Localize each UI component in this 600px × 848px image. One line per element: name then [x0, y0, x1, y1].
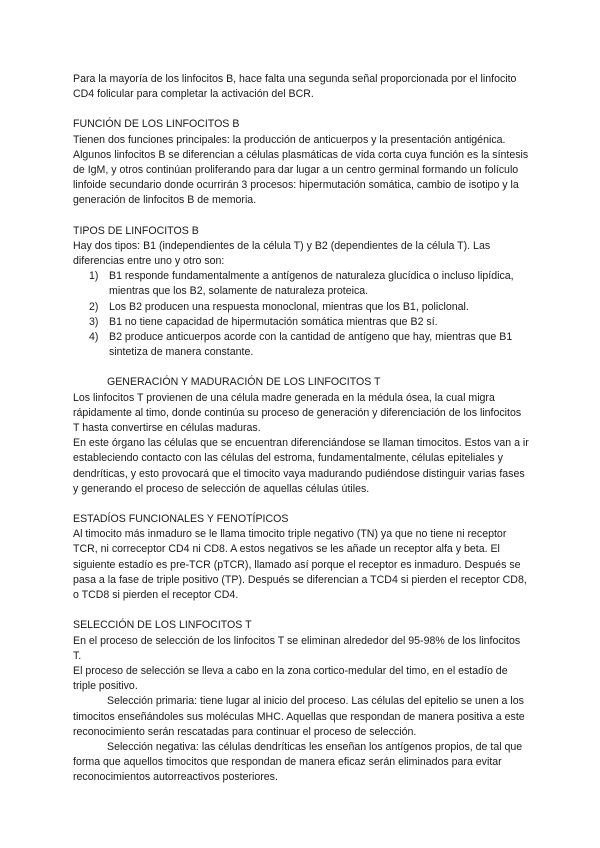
list-item-number: 3) [89, 315, 99, 328]
spacer [73, 209, 529, 224]
list-item [73, 269, 529, 299]
spacer [73, 497, 529, 512]
list-item-number: 2) [89, 300, 99, 313]
list-item-text: B1 no tiene capacidad de hipermutación somática mientras que B2 sí. [109, 315, 438, 328]
seleccion-paragraph-1: En el proceso de selección de los linfocitos T se eliminan alrededor del 95-98% de los linfocitos T. [73, 634, 521, 662]
funcion-paragraph: Tienen dos funciones principales: la producción de anticuerpos y la presentación antigénica. Algunos linfocitos B se diferencian a células plasmáticas de vida corta cuya función es la síntesis de IgM, y otros continúan proliferando para dar lugar a un centro germinal formando un folículo linfoide secundario donde ocurrirán 3 procesos: hipermutación somática, cambio de isotipo y la generación de linfocitos B de memoria. [73, 133, 529, 207]
section-heading-generacion: GENERACIÓN Y MADURACIÓN DE LOS LINFOCITOS T [107, 376, 381, 389]
tipos-paragraph: Hay dos tipos: B1 (independientes de la célula T) y B2 (dependientes de la célula T). Las diferencias entre uno y otro son: [73, 239, 491, 268]
list-item-text: B1 responde fundamentalmente a antígenos de naturaleza glucídica o incluso lipídica, mientras que los B2, solamente de naturaleza proteica. [109, 270, 514, 298]
list-item [73, 300, 529, 315]
spacer [73, 603, 529, 618]
list-item-number: 4) [89, 331, 99, 344]
seleccion-negativa-paragraph: Selección negativa: las células dendríticas les enseñan los antígenos propios, de tal que forma que aquellos timocitos que respondan de manera eficaz serán eliminados para evitar reconocimientos autorreactivos posteriores. [73, 740, 523, 784]
list-item [73, 330, 529, 360]
spacer [73, 360, 529, 375]
generacion-paragraph-1: Los linfocitos T provienen de una célula madre generada en la médula ósea, la cual migra rápidamente al timo, donde continúa su proceso de generación y diferenciación de los linfocitos T hasta convertirse en células maduras. [73, 391, 522, 435]
document-page [73, 72, 529, 786]
section-heading-tipos: TIPOS DE LINFOCITOS B [73, 224, 199, 237]
section-heading-estadios: ESTADÍOS FUNCIONALES Y FENOTÍPICOS [73, 513, 289, 526]
tipos-list [73, 269, 529, 360]
section-heading-seleccion: SELECCIÓN DE LOS LINFOCITOS T [73, 619, 252, 632]
generacion-paragraph-2: En este órgano las células que se encuentran diferenciándose se llaman timocitos. Estos van a ir estableciendo contacto con las células del estroma, fundamentalmente, células epiteliales y dendríticas, y esto provocará que el timocito vaya madurando pudiéndose distinguir varias fases y generando el proceso de selección de aquellas células útiles. [73, 437, 529, 495]
estadios-paragraph: Al timocito más inmaduro se le llama timocito triple negativo (TN) ya que no tiene ni receptor TCR, ni correceptor CD4 ni CD8. A estos negativos se les añade un receptor alfa y beta. El siguiente estadío es pre-TCR (pTCR), llamado así porque el receptor es inmaduro. Después se pasa a la fase de triple positivo (TP). Después se diferencian a TCD4 si pierden el receptor CD8, o TCD8 si pierden el receptor CD4. [73, 528, 527, 602]
list-item-text: Los B2 producen una respuesta monoclonal, mientras que los B1, policlonal. [109, 300, 469, 313]
list-item-text: B2 produce anticuerpos acorde con la cantidad de antígeno que hay, mientras que B1 sintetiza de manera constante. [109, 331, 513, 359]
seleccion-paragraph-2: El proceso de selección se lleva a cabo en la zona cortico-medular del timo, en el estadío de triple positivo. [73, 664, 508, 693]
spacer [73, 102, 529, 117]
seleccion-primaria-paragraph: Selección primaria: tiene lugar al inicio del proceso. Las células del epitelio se unen a los timocitos enseñándoles sus moléculas MHC. Aquellas que respondan de manera positiva a este reconocimiento serán rescatadas para continuar el proceso de selección. [73, 695, 525, 738]
section-heading-funcion: FUNCIÓN DE LOS LINFOCITOS B [73, 118, 240, 131]
intro-paragraph: Para la mayoría de los linfocitos B, hace falta una segunda señal proporcionada por el linfocito CD4 folicular para completar la activación del BCR. [73, 73, 517, 101]
list-item [73, 315, 529, 330]
list-item-number: 1) [89, 270, 99, 283]
